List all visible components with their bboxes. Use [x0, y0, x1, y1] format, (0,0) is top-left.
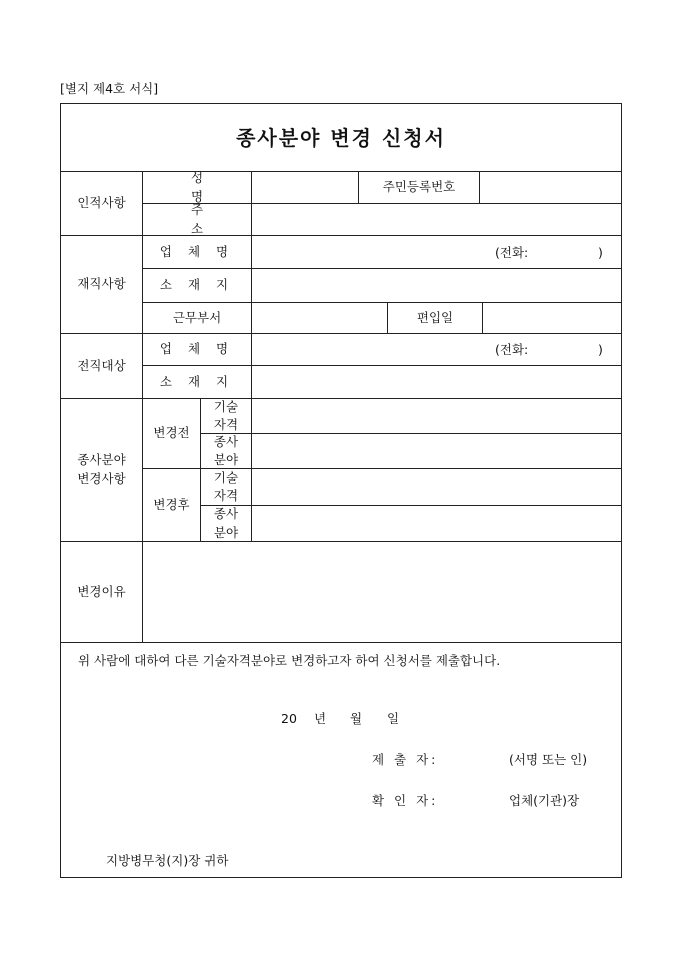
field-line1: 종사 [213, 433, 239, 449]
section-change-line2: 변경사항 [77, 471, 126, 486]
after-qual-label [200, 468, 252, 506]
phone-close: ) [598, 245, 603, 260]
transfer-location-field[interactable] [251, 365, 622, 399]
section-change-line1: 종사분야 [77, 452, 126, 468]
department-label: 근무부서 [142, 302, 252, 334]
address-field[interactable] [251, 203, 622, 236]
section-personal: 인적사항 [60, 171, 143, 236]
section-change [60, 398, 143, 542]
assigned-date-field[interactable] [482, 302, 622, 334]
declaration-box [60, 642, 622, 878]
phone-close: ) [598, 342, 603, 357]
confirmer-note: 업체(기관)장 [509, 793, 580, 808]
after-field-field[interactable] [251, 505, 622, 542]
company-label: 업 체 명 [142, 235, 252, 269]
reason-label: 변경이유 [60, 541, 143, 643]
qual-line2: 자격 [213, 488, 239, 503]
qual-line1: 기술 [213, 469, 239, 485]
address-label: 주 소 [142, 203, 252, 236]
rrn-field[interactable] [479, 171, 622, 204]
rrn-label: 주민등록번호 [358, 171, 480, 204]
confirmer-label: 확 인 자: [372, 793, 439, 808]
name-field[interactable] [251, 171, 359, 204]
date-year-unit: 년 [314, 711, 327, 726]
assigned-date-label: 편입일 [387, 302, 483, 334]
before-field-field[interactable] [251, 433, 622, 469]
before-field-label [200, 433, 252, 469]
date-month-unit: 월 [350, 711, 363, 726]
qual-line1: 기술 [213, 398, 239, 414]
date-year: 20 [281, 711, 297, 726]
after-label: 변경후 [142, 468, 201, 542]
transfer-company-field[interactable] [251, 333, 622, 366]
transfer-company-label: 업 체 명 [142, 333, 252, 366]
signature-note: (서명 또는 인) [509, 752, 588, 767]
before-qual-field[interactable] [251, 398, 622, 434]
phone-open: (전화: [495, 245, 529, 260]
before-qual-label [200, 398, 252, 434]
location-label: 소 재 지 [142, 268, 252, 303]
field-line2: 분야 [213, 524, 239, 540]
field-line2: 분야 [213, 452, 239, 467]
submitter-label: 제 출 자: [372, 752, 439, 767]
form-code: [별지 제4호 서식] [60, 81, 159, 96]
declaration-statement: 위 사람에 대하여 다른 기술자격분야로 변경하고자 하여 신청서를 제출합니다. [78, 653, 501, 668]
before-label: 변경전 [142, 398, 201, 469]
department-field[interactable] [251, 302, 388, 334]
addressee: 지방병무청(지)장 귀하 [106, 853, 229, 868]
field-line1: 종사 [213, 506, 239, 522]
qual-line2: 자격 [213, 417, 239, 432]
phone-open: (전화: [495, 342, 529, 357]
after-qual-field[interactable] [251, 468, 622, 506]
section-employment: 재직사항 [60, 235, 143, 334]
reason-field[interactable] [142, 541, 622, 643]
page-title: 종사분야 변경 신청서 [60, 103, 622, 172]
section-transfer: 전직대상 [60, 333, 143, 399]
name-label: 성 명 [142, 171, 252, 204]
location-field[interactable] [251, 268, 622, 303]
transfer-location-label: 소 재 지 [142, 365, 252, 399]
after-field-label [200, 505, 252, 542]
date-day-unit: 일 [387, 711, 400, 726]
company-field[interactable] [251, 235, 622, 269]
